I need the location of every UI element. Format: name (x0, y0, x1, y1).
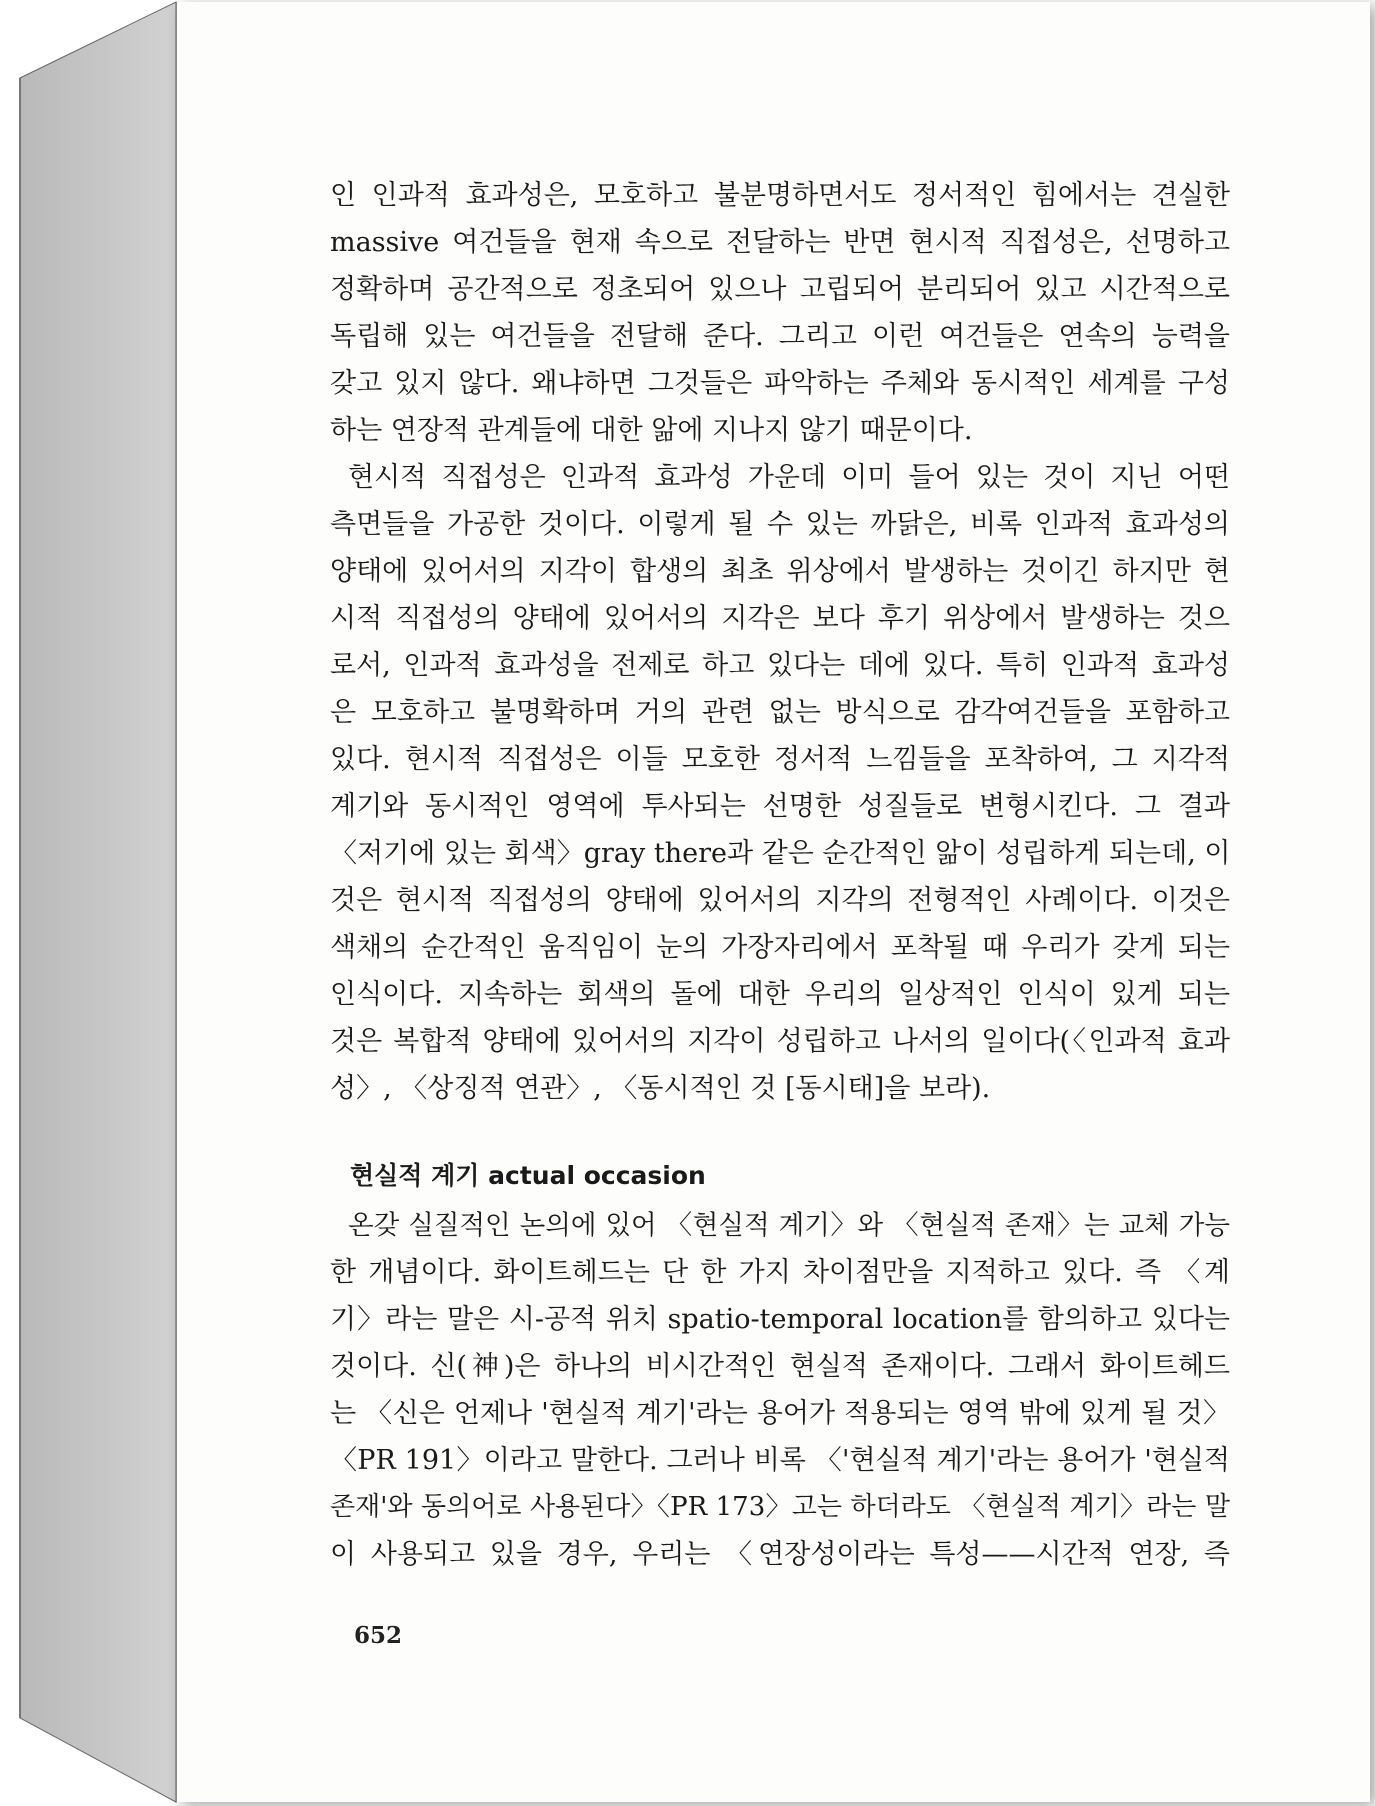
text-line: 갖고 있지 않다. 왜냐하면 그것들은 파악하는 주체와 동시적인 세계를 구성 (330, 368, 1230, 399)
text-line: 존재'와 동의어로 사용된다〉〈PR 173〉고는 하더라도 〈현실적 계기〉라는 말 (330, 1492, 1230, 1522)
text-line: 인식이다. 지속하는 회색의 돌에 대한 우리의 일상적인 인식이 있게 되는 (330, 979, 1230, 1010)
text-line: 인 인과적 효과성은, 모호하고 불분명하면서도 정서적인 힘에서는 견실한 (330, 180, 1230, 211)
text-line: 색채의 순간적인 움직임이 눈의 가장자리에서 포착될 때 우리가 갖게 되는 (330, 932, 1230, 963)
text-line: 은 모호하고 불명확하며 거의 관련 없는 방식으로 감각여건들을 포함하고 (330, 697, 1230, 728)
text-line: 측면들을 가공한 것이다. 이렇게 될 수 있는 까닭은, 비록 인과적 효과성의 (330, 509, 1230, 540)
text-line: 온갖 실질적인 논의에 있어 〈현실적 계기〉와 〈현실적 존재〉는 교체 가능 (348, 1210, 1230, 1241)
text-line: 있다. 현시적 직접성은 이들 모호한 정서적 느낌들을 포착하여, 그 지각적 (330, 744, 1230, 775)
text-line: 정확하며 공간적으로 정초되어 있으나 고립되어 분리되어 있고 시간적으로 (330, 274, 1230, 305)
text-line: 〈저기에 있는 회색〉gray there과 같은 순간적인 앎이 성립하게 되는데, 이 (330, 838, 1231, 869)
page-text (330, 172, 1230, 1578)
text-line: 성〉, 〈상징적 연관〉, 〈동시적인 것 [동시태]을 보라). (330, 1073, 991, 1104)
text-line: 것이다. 신(神)은 하나의 비시간적인 현실적 존재이다. 그래서 화이트헤드 (330, 1351, 1230, 1382)
paragraph-2 (330, 454, 1230, 1112)
text-line: 이 사용되고 있을 경우, 우리는 〈연장성이라는 특성——시간적 연장, 즉 (330, 1539, 1230, 1570)
text-line: 한 개념이다. 화이트헤드는 단 한 가지 차이점만을 지적하고 있다. 즉 〈계 (330, 1257, 1230, 1288)
text-line: massive 여건들을 현재 속으로 전달하는 반면 현시적 직접성은, 선명하고 (330, 227, 1230, 258)
text-line: 기〉라는 말은 시-공적 위치 spatio-temporal location를 함의하고 있다는 (330, 1304, 1231, 1335)
text-line: 시적 직접성의 양태에 있어서의 지각은 보다 후기 위상에서 발생하는 것으 (330, 603, 1230, 634)
paragraph-3 (330, 1202, 1230, 1578)
text-line: 것은 현시적 직접성의 양태에 있어서의 지각의 전형적인 사례이다. 이것은 (330, 885, 1230, 916)
text-line: 는 〈신은 언제나 '현실적 계기'라는 용어가 적용되는 영역 밖에 있게 될 것〉 (330, 1398, 1230, 1429)
page-number: 652 (354, 1622, 403, 1649)
text-line: 계기와 동시적인 영역에 투사되는 선명한 성질들로 변형시킨다. 그 결과 (330, 791, 1230, 822)
text-line: 하는 연장적 관계들에 대한 앎에 지나지 않기 때문이다. (330, 415, 973, 446)
paragraph-1 (330, 172, 1230, 454)
section-heading: 현실적 계기 actual occasion (350, 1161, 706, 1190)
book-side-panel (0, 0, 180, 1806)
text-line: 〈PR 191〉이라고 말한다. 그러나 비록 〈'현실적 계기'라는 용어가 '현실적 (330, 1445, 1230, 1476)
text-line: 양태에 있어서의 지각이 합생의 최초 위상에서 발생하는 것이긴 하지만 현 (330, 556, 1230, 587)
text-line: 로서, 인과적 효과성을 전제로 하고 있다는 데에 있다. 특히 인과적 효과성 (330, 650, 1230, 681)
text-line: 독립해 있는 여건들을 전달해 준다. 그리고 이런 여건들은 연속의 능력을 (330, 321, 1230, 352)
text-line: 현시적 직접성은 인과적 효과성 가운데 이미 들어 있는 것이 지닌 어떤 (348, 462, 1230, 493)
text-line: 것은 복합적 양태에 있어서의 지각이 성립하고 나서의 일이다(〈인과적 효과 (330, 1026, 1230, 1057)
